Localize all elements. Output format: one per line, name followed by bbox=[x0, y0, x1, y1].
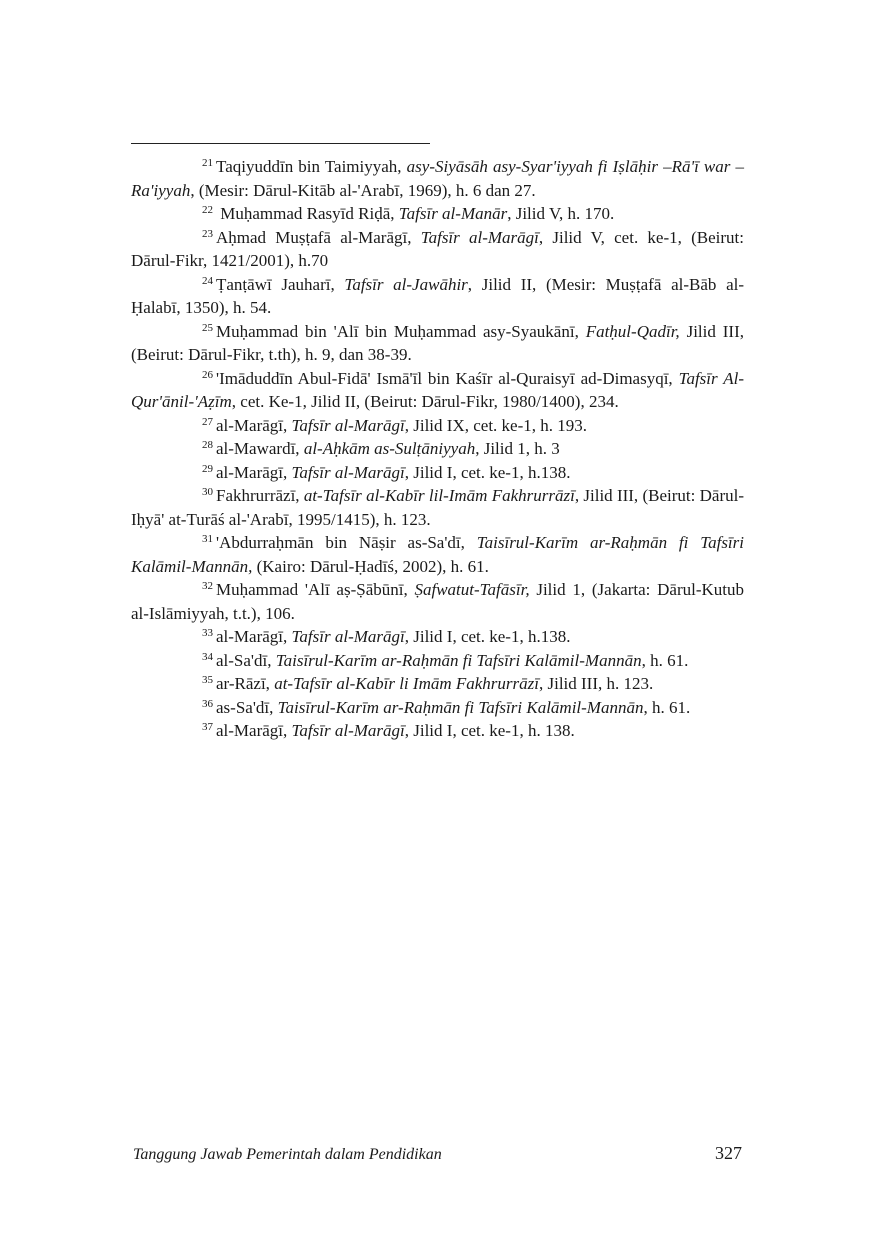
footnote-work-title: Tafsīr al-Manār bbox=[398, 204, 508, 223]
footnote bbox=[131, 719, 744, 743]
footnote-number: 22 bbox=[202, 204, 213, 216]
footnote-number: 33 bbox=[202, 627, 213, 639]
footnote-text: , Jilid I, cet. ke-1, h.138. bbox=[404, 627, 571, 646]
footnote bbox=[131, 320, 744, 367]
footnote-separator-rule bbox=[131, 143, 430, 144]
footnote bbox=[131, 367, 744, 414]
footnote-text: al-Marāgī, bbox=[216, 721, 292, 740]
footnote-text: as-Sa'dī, bbox=[216, 697, 278, 717]
footnote bbox=[131, 484, 744, 531]
footnote-text: , Jilid 1, h. 3 bbox=[475, 439, 560, 458]
footnote-text: 'Imāduddīn Abul-Fidā' Ismā'īl bin Kaśīr al-Quraisyī ad-Dimasyqī, bbox=[216, 368, 679, 388]
footnote-number: 24 bbox=[202, 274, 213, 287]
footnote-text: ar-Rāzī, bbox=[216, 674, 275, 693]
footnote-work-title: Tafsīr al-Marāgī bbox=[291, 721, 405, 740]
footnote-text: , (Mesir: Dārul-Kitāb al-'Arabī, 1969), h. 6 dan 27. bbox=[190, 180, 536, 200]
footnote-work-title: Tafsīr al-Marāgī bbox=[420, 227, 539, 247]
footnote-text: Muḥammad bin 'Alī bin Muḥammad asy-Syaukānī, bbox=[216, 321, 586, 341]
footnote-text: Muḥammad Rasyīd Riḍā, bbox=[216, 204, 399, 223]
footnote-number: 35 bbox=[202, 674, 213, 686]
page-number: 327 bbox=[715, 1143, 742, 1163]
footnote-text: Jilid 1, (Jakarta: Dārul-Kutub al-Islāmiyyah, t.t.), 106. bbox=[131, 580, 744, 623]
footnote-text: al-Mawardī, bbox=[216, 439, 304, 458]
footnote-work-title: Tafsīr al-Jawāhir bbox=[344, 274, 468, 294]
footnote bbox=[131, 649, 744, 673]
footnote-number: 37 bbox=[202, 721, 213, 733]
footnote bbox=[131, 437, 744, 461]
footnote-number: 28 bbox=[202, 439, 213, 451]
running-title: Tanggung Jawab Pemerintah dalam Pendidikan bbox=[133, 1146, 442, 1163]
footnote-text: , Jilid V, cet. ke-1, (Beirut: Dārul-Fikr, 1421/2001), h.70 bbox=[131, 227, 744, 270]
footnote-work-title: at-Tafsīr al-Kabīr li Imām Fakhrurrāzī bbox=[274, 674, 539, 693]
footnote-text: Aḥmad Muṣṭafā al-Marāgī, bbox=[216, 227, 421, 247]
footnote-text: 'Abdurraḥmān bin Nāṣir as-Sa'dī, bbox=[216, 533, 477, 552]
footnote-number: 29 bbox=[202, 462, 213, 475]
footnote bbox=[131, 155, 744, 202]
footnote-number: 34 bbox=[202, 650, 213, 663]
footnote-text: , h. 61. bbox=[641, 650, 689, 670]
footnote bbox=[131, 625, 744, 649]
footnote-number: 32 bbox=[202, 580, 213, 592]
footnote-number: 27 bbox=[202, 415, 213, 428]
footnote-work-title: at-Tafsīr al-Kabīr lil-Imām Fakhrurrāzī bbox=[303, 486, 575, 505]
footnote-text: al-Marāgī, bbox=[216, 462, 292, 482]
footnote-text: Ṭanṭāwī Jauharī, bbox=[216, 274, 345, 294]
footnote-work-title: Fatḥul-Qadīr, bbox=[585, 321, 680, 341]
footnote-number: 23 bbox=[202, 227, 213, 240]
footnote-text: al-Sa'dī, bbox=[216, 650, 276, 670]
footnote-work-title: Tafsīr al-Marāgī bbox=[291, 415, 405, 435]
footnote bbox=[131, 531, 744, 578]
footnote-number: 21 bbox=[202, 157, 213, 169]
footnote-number: 36 bbox=[202, 697, 213, 710]
footnote-work-title: Taisīrul-Karīm ar-Raḥmān fi Tafsīri Kalāmil-Mannān bbox=[277, 697, 644, 717]
footnote-text: , Jilid III, h. 123. bbox=[538, 674, 654, 693]
footnote-work-title: Tafsīr Al-Qur'ānil-'Aẓīm bbox=[131, 368, 744, 411]
footnote-text: , Jilid I, cet. ke-1, h.138. bbox=[404, 462, 571, 482]
footnote-text: , Jilid V, h. 170. bbox=[507, 204, 615, 223]
page-footer bbox=[133, 1143, 742, 1167]
footnote-number: 31 bbox=[202, 533, 213, 545]
footnote bbox=[131, 414, 744, 438]
footnote-work-title: al-Aḥkām as-Sulṭāniyyah bbox=[303, 439, 476, 458]
footnote-text: , Jilid I, cet. ke-1, h. 138. bbox=[404, 721, 575, 740]
footnote bbox=[131, 273, 744, 320]
footnote-text: , Jilid IX, cet. ke-1, h. 193. bbox=[404, 415, 587, 435]
footnote-text: Jilid III, (Beirut: Dārul-Fikr, t.th), h. 9, dan 38-39. bbox=[131, 321, 744, 364]
footnote-text: , Jilid II, (Mesir: Muṣṭafā al-Bāb al-Ḥalabī, 1350), h. 54. bbox=[131, 274, 745, 317]
footnote-number: 25 bbox=[202, 321, 213, 334]
footnote bbox=[131, 202, 744, 226]
footnote-number: 26 bbox=[202, 368, 213, 381]
footnote bbox=[131, 461, 744, 485]
footnote-work-title: Taisīrul-Karīm ar-Raḥmān fi Tafsīri Kalāmil-Mannān bbox=[275, 650, 642, 670]
footnote bbox=[131, 578, 744, 625]
footnote-work-title: Tafsīr al-Marāgī bbox=[291, 462, 405, 482]
footnote-text: , h. 61. bbox=[643, 697, 691, 717]
footnote-text: Fakhrurrāzī, bbox=[216, 486, 304, 505]
footnote-work-title: Ṣafwatut-Tafāsīr, bbox=[414, 580, 530, 599]
footnote-text: , Jilid III, (Beirut: Dārul-Iḥyā' at-Turāś al-'Arabī, 1995/1415), h. 123. bbox=[131, 486, 744, 529]
footnote-work-title: Tafsīr al-Marāgī bbox=[291, 627, 405, 646]
footnote-work-title: Taisīrul-Karīm ar-Raḥmān fi Tafsīri Kalāmil-Mannān, bbox=[131, 533, 744, 576]
footnote-text: , cet. Ke-1, Jilid II, (Beirut: Dārul-Fikr, 1980/1400), 234. bbox=[231, 392, 619, 411]
footnote bbox=[131, 226, 744, 273]
footnotes-list bbox=[131, 155, 744, 743]
footnote-text: al-Marāgī, bbox=[216, 415, 292, 435]
footnote-text: Taqiyuddīn bin Taimiyyah, bbox=[216, 157, 407, 176]
footnote-text: al-Marāgī, bbox=[216, 627, 292, 646]
footnote bbox=[131, 672, 744, 696]
footnote bbox=[131, 696, 744, 720]
footnote-text: Muḥammad 'Alī aṣ-Ṣābūnī, bbox=[216, 580, 415, 599]
footnote-text: (Kairo: Dārul-Ḥadīś, 2002), h. 61. bbox=[252, 556, 489, 576]
footnote-number: 30 bbox=[202, 486, 213, 498]
footnote-work-title: asy-Siyāsāh asy-Syar'iyyah fi Iṣlāḥir –Rā'ī war –Ra'iyyah bbox=[131, 157, 745, 200]
